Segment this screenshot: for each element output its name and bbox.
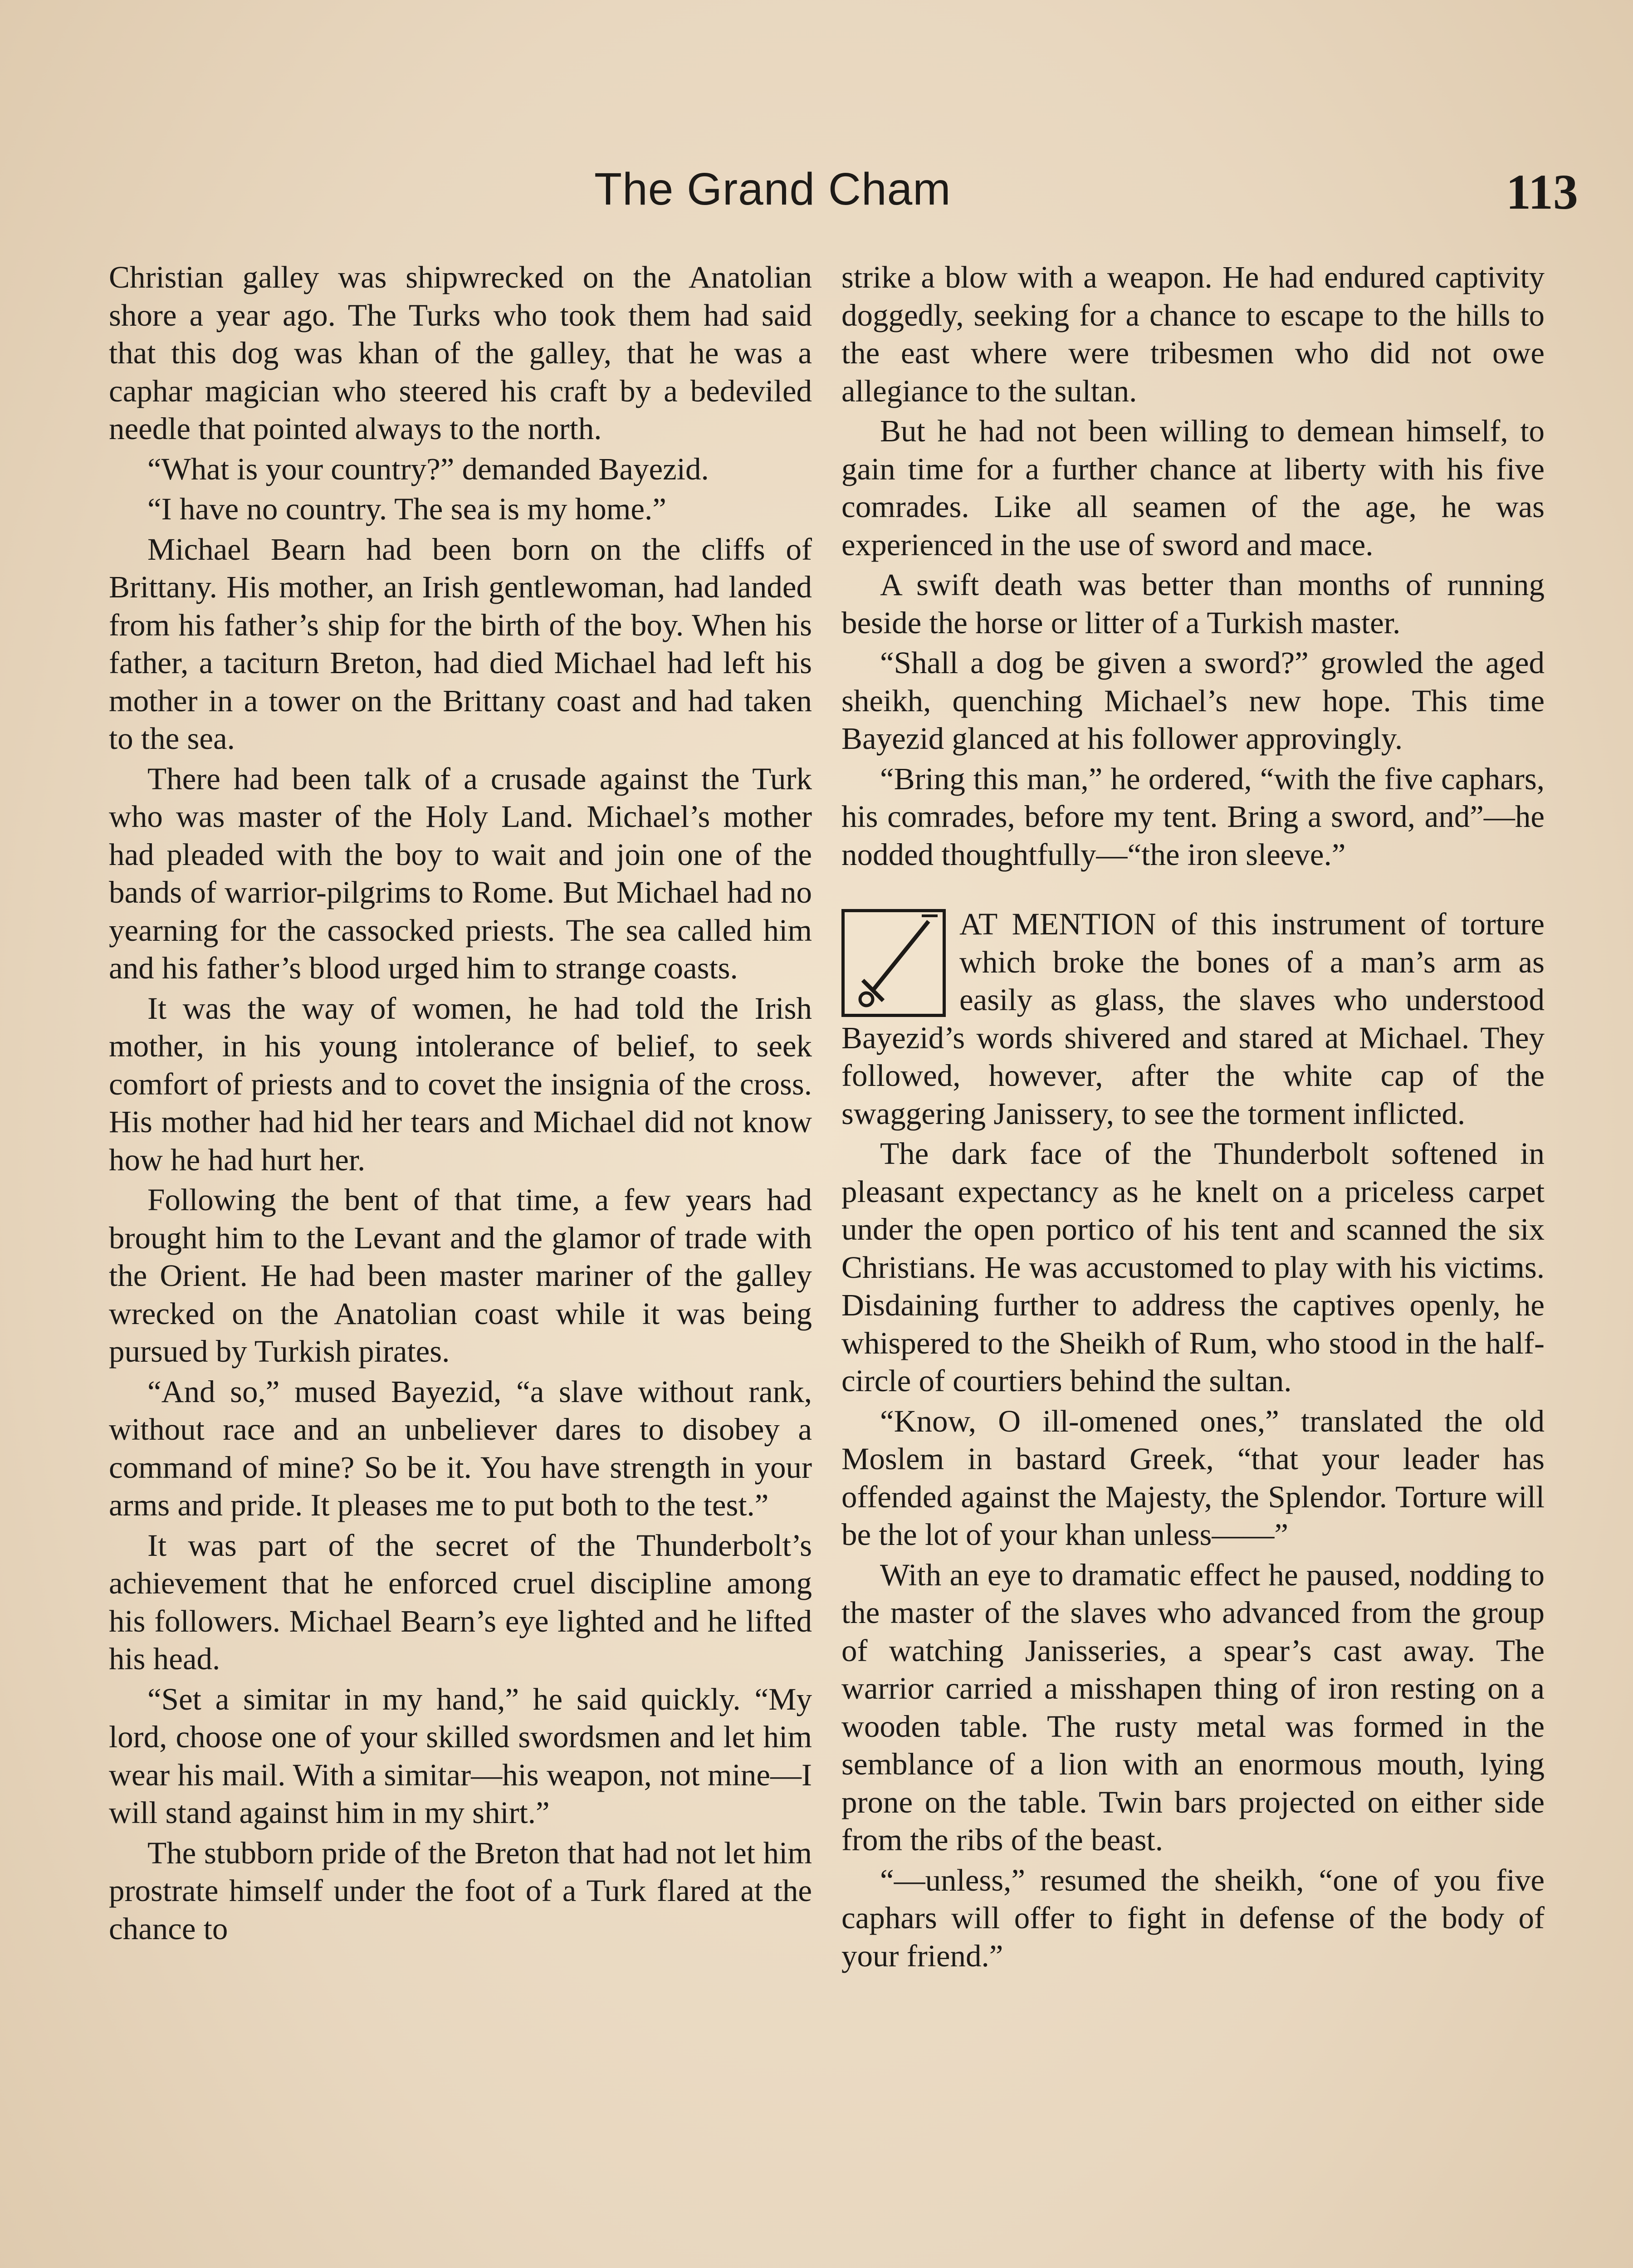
paragraph: “Know, O ill-omened ones,” translated the old Moslem in bastard Greek, “that your leader has offended against the Majesty, the Splendor. Torture will be the lot of your khan unless——” [841, 1403, 1545, 1552]
sword-icon [845, 912, 943, 1014]
paragraph: Following the bent of that time, a few years had brought him to the Levant and the glamor of trade with the Orient. He had been master mariner of the galley wrecked on the Anatolian coast while it was being pursued by Turkish pirates. [109, 1183, 812, 1369]
paragraph: Christian galley was shipwrecked on the Anatolian shore a year ago. The Turks who took them had said that this dog was khan of the galley, that he was a caphar magician who steered his craft by a bedeviled needle that pointed always to the north. [109, 260, 812, 446]
paragraph: The stubborn pride of the Breton that had not let him prostrate himself under the foot of a Turk flared at the chance to [109, 1835, 812, 1946]
paragraph: strike a blow with a weapon. He had endured captivity doggedly, seeking for a chance to escape to the hills to the east where were tribesmen who did not owe allegiance to the sultan. [841, 260, 1545, 408]
paragraph: Michael Bearn had been born on the cliffs of Brittany. His mother, an Irish gentlewoman, had landed from his father’s ship for the birth of the boy. When his father, a taciturn Breton, had died Michael had left his mother in a tower on the Brittany coast and had taken to the sea. [109, 532, 812, 756]
paragraph: A swift death was better than months of running beside the horse or litter of a Turkish master. [841, 567, 1545, 640]
paragraph: “What is your country?” demanded Bayezid. [147, 451, 709, 486]
running-head-title: The Grand Cham [594, 164, 951, 215]
left-text-column [109, 259, 812, 1950]
paragraph: “—unless,” resumed the sheikh, “one of you five caphars will offer to fight in defense of the body of your friend.” [841, 1862, 1545, 1973]
paragraph: “I have no country. The sea is my home.” [147, 492, 666, 526]
paragraph: “Shall a dog be given a sword?” growled the aged sheikh, quenching Michael’s new hope. This time Bayezid glanced at his follower approvingly. [841, 645, 1545, 756]
paragraph: It was part of the secret of the Thunderbolt’s achievement that he enforced cruel discipline among his followers. Michael Bearn’s eye lighted and he lifted his head. [109, 1528, 812, 1676]
paragraph: There had been talk of a crusade against the Turk who was master of the Holy Land. Michael’s mother had pleaded with the boy to wait and join one of the bands of warrior-pilgrims to Rome. But Michael had no yearning for the cassocked priests. The sea called him and his father’s blood urged him to strange coasts. [109, 761, 812, 985]
drop-cap-ornament [841, 909, 946, 1017]
paragraph: “Bring this man,” he ordered, “with the five caphars, his comrades, before my tent. Bring a sword, and”—he nodded thoughtfully—“the iron sleeve.” [841, 761, 1545, 872]
paragraph: It was the way of women, he had told the Irish mother, in his young intolerance of belief, to seek comfort of priests and to covet the insignia of the cross. His mother had hid her tears and Michael did not know how he had hurt her. [109, 991, 812, 1177]
paragraph: “And so,” mused Bayezid, “a slave without rank, without race and an unbeliever dares to disobey a command of mine? So be it. You have strength in your arms and pride. It pleases me to put both to the test.” [109, 1374, 812, 1522]
paragraph: With an eye to dramatic effect he paused, nodding to the master of the slaves who advanced from the group of watching Janisseries, a spear’s cast away. The warrior carried a misshapen thing of iron resting on a wooden table. The rusty metal was formed in the semblance of a lion with an enormous mouth, lying prone on the table. Twin bars projected on either side from the ribs of the beast. [841, 1557, 1545, 1857]
paragraph-text: AT MENTION of this instrument of torture which broke the bones of a man’s arm as easily as glass, the slaves who understood Bayezid’s words shivered and stared at Michael. They followed, however, after the white cap of the swaggering Janissery, to see the torment inflicted. [841, 907, 1545, 1131]
paragraph: But he had not been willing to demean himself, to gain time for a further chance at liberty with his five comrades. Like all seamen of the age, he was experienced in the use of sword and mace. [841, 414, 1545, 562]
section-opening-paragraph [841, 905, 1545, 1133]
paragraph: The dark face of the Thunderbolt softened in pleasant expectancy as he knelt on a priceless carpet under the open portico of his tent and scanned the six Christians. He was accustomed to play with his victims. Disdaining further to address the captives openly, he whispered to the Sheikh of Rum, who stood in the half-circle of courtiers behind the sultan. [841, 1136, 1545, 1398]
right-text-column [841, 259, 1545, 1977]
paragraph: “Set a simitar in my hand,” he said quickly. “My lord, choose one of your skilled swordsmen and let him wear his mail. With a simitar—his weapon, not mine—I will stand against him in my shirt.” [109, 1681, 812, 1830]
page-number: 113 [1506, 164, 1578, 220]
